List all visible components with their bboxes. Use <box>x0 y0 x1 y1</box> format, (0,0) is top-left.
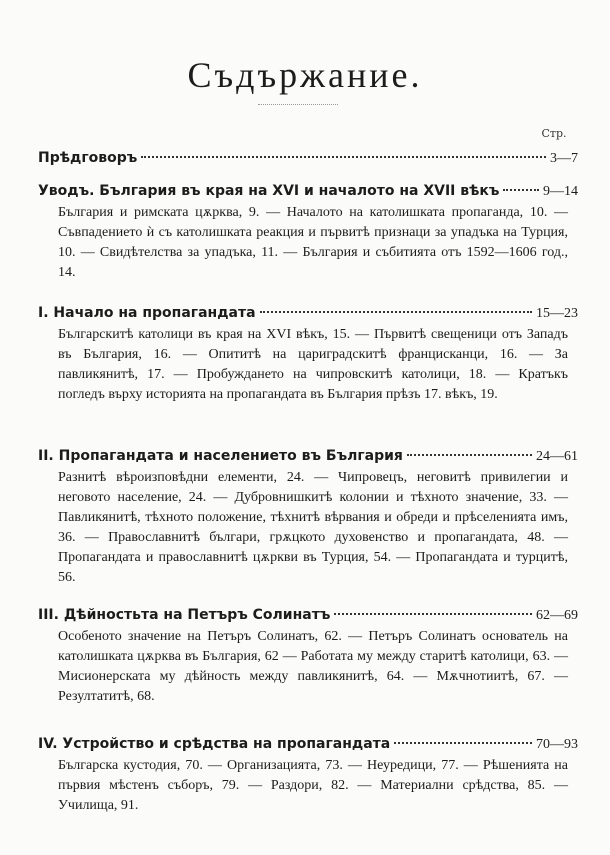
toc-entry-pages: 70—93 <box>536 737 578 752</box>
toc-entry-pages: 24—61 <box>536 449 578 464</box>
toc-entry-pages: 62—69 <box>536 608 578 623</box>
toc-entry-title: IV. Устройство и срѣдства на пропагандата <box>38 736 391 752</box>
toc-entry-heading-line <box>38 303 578 323</box>
toc-entry-description: България и римската цѫрква, 9. — Началото на католишката пропаганда, 10. — Съвпадението ѝ съ католишката реакция и първитѣ признаци за упадъка на Турция, 10. — Свидѣтелства за упадъка, 11. — България и събитията отъ 1592—1606 год., 14. <box>58 205 568 280</box>
dot-leader <box>334 613 532 615</box>
toc-entry-preface <box>38 148 578 168</box>
toc-entry-heading-line <box>38 734 578 754</box>
toc-entry-description: Българска кустодия, 70. — Организацията, 73. — Неуредици, 77. — Рѣшенията на първия мѣстенъ съборъ, 79. — Раздори, 82. — Материални срѣдства, 85. — Училища, 91. <box>58 758 568 813</box>
toc-entry-heading-line <box>38 605 578 625</box>
dot-leader <box>503 189 539 191</box>
toc-entry-title: I. Начало на пропагандата <box>38 305 256 321</box>
toc-entry-heading-line <box>38 181 578 201</box>
dot-leader <box>141 156 546 158</box>
toc-entry-introduction <box>38 181 578 283</box>
title-divider <box>258 104 338 105</box>
toc-entry-description: Разнитѣ вѣроизповѣдни елементи, 24. — Чипровецъ, неговитѣ привилегии и неговото население, 24. — Дубровнишкитѣ колонии и тѣхното значение, 33. — Павликянитѣ, тѣхното положение, тѣхнитѣ вѣрвания и обреди и прѣселенията имъ, 36. — Православнитѣ българи, грѫцкото духовенство и пропагандата, 48. — Пропагандата и православнитѣ цѫркви въ Турция, 54. — Пропагандата и турцитѣ, 56. <box>58 470 568 585</box>
toc-entry-chapter-4 <box>38 734 578 816</box>
toc-entry-title: Прѣдговоръ <box>38 150 138 166</box>
toc-entry-title: II. Пропагандата и населението въ България <box>38 448 403 464</box>
toc-entry-chapter-3 <box>38 605 578 707</box>
toc-entry-title: III. Дѣйностьта на Петъръ Солинатъ <box>38 607 331 623</box>
dot-leader <box>394 742 532 744</box>
dot-leader <box>407 454 532 456</box>
toc-entry-title: Уводъ. България въ края на XVI и началото на XVII вѣкъ <box>38 183 500 199</box>
toc-entry-pages: 15—23 <box>536 306 578 321</box>
toc-entry-chapter-1 <box>38 303 578 405</box>
page-column-label: Стр. <box>541 127 567 140</box>
toc-entry-heading-line <box>38 148 578 168</box>
toc-entry-description: Особеното значение на Петъръ Солинатъ, 62. — Петъръ Солинатъ основатель на католишката цѫрква въ България, 62 — Работата му между старитѣ католици, 63. — Мисионерската му дѣйность между павликянитѣ, 64. — Мѫчнотиитѣ, 67. — Резултатитѣ, 68. <box>58 629 568 704</box>
toc-entry-pages: 3—7 <box>550 151 578 166</box>
toc-entry-pages: 9—14 <box>543 184 578 199</box>
page-title: Съдържание. <box>187 55 423 95</box>
toc-entry-description: Българскитѣ католици въ края на XVI вѣкъ, 15. — Първитѣ свещеници отъ Западъ въ България, 16. — Опититѣ на цариградскитѣ францисканци, 16. — За павликянитѣ, 17. — Пробуждането на чипровскитѣ католици, 18. — Кратъкъ погледъ върху историята на пропагандата въ България прѣзъ 17. вѣкъ, 19. <box>58 327 568 402</box>
toc-entry-heading-line <box>38 446 578 466</box>
toc-entry-chapter-2 <box>38 446 578 588</box>
dot-leader <box>260 311 532 313</box>
